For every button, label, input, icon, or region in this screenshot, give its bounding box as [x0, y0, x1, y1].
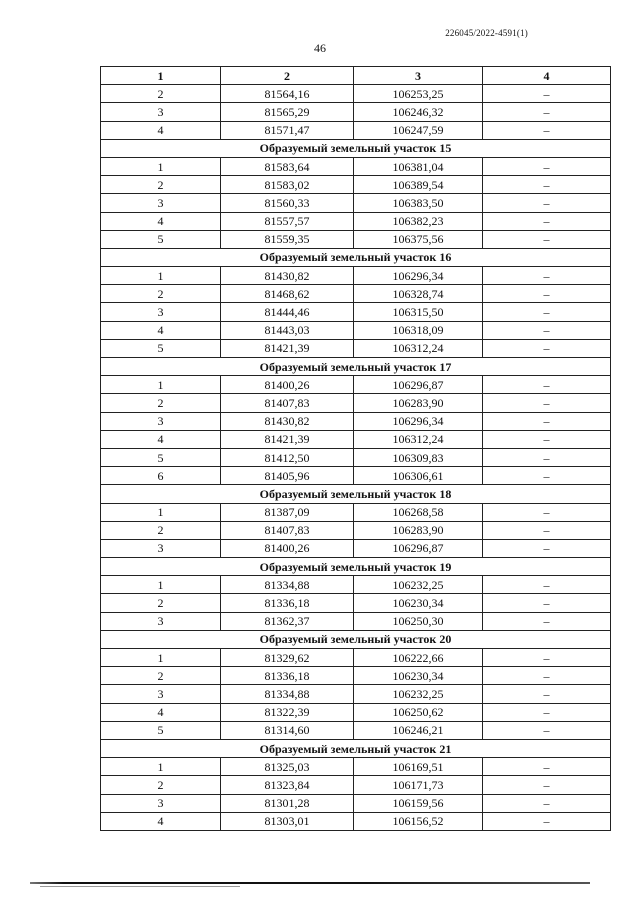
- section-title: Образуемый земельный участок 20: [101, 630, 611, 648]
- point-number-cell: 1: [101, 503, 221, 521]
- table-body: [101, 85, 611, 831]
- point-number-cell: 1: [101, 157, 221, 175]
- coordinates-table: [100, 66, 611, 831]
- table-row: [101, 394, 611, 412]
- x-coordinate-cell: 81334,88: [221, 685, 354, 703]
- page-number: 46: [314, 41, 326, 55]
- point-number-cell: 5: [101, 230, 221, 248]
- table-row: [101, 594, 611, 612]
- note-cell: –: [483, 576, 611, 594]
- table-row: [101, 576, 611, 594]
- x-coordinate-cell: 81565,29: [221, 103, 354, 121]
- x-coordinate-cell: 81583,64: [221, 157, 354, 175]
- x-coordinate-cell: 81303,01: [221, 812, 354, 830]
- y-coordinate-cell: 106171,73: [354, 776, 483, 794]
- x-coordinate-cell: 81583,02: [221, 176, 354, 194]
- table-row: [101, 776, 611, 794]
- section-title: Образуемый земельный участок 21: [101, 739, 611, 757]
- point-number-cell: 1: [101, 267, 221, 285]
- section-title: Образуемый земельный участок 16: [101, 248, 611, 266]
- y-coordinate-cell: 106381,04: [354, 157, 483, 175]
- point-number-cell: 2: [101, 394, 221, 412]
- y-coordinate-cell: 106246,32: [354, 103, 483, 121]
- y-coordinate-cell: 106159,56: [354, 794, 483, 812]
- x-coordinate-cell: 81405,96: [221, 467, 354, 485]
- point-number-cell: 3: [101, 612, 221, 630]
- section-row: [101, 358, 611, 376]
- y-coordinate-cell: 106306,61: [354, 467, 483, 485]
- table-row: [101, 812, 611, 830]
- point-number-cell: 2: [101, 667, 221, 685]
- section-title: Образуемый земельный участок 17: [101, 358, 611, 376]
- section-row: [101, 630, 611, 648]
- y-coordinate-cell: 106247,59: [354, 121, 483, 139]
- note-cell: –: [483, 194, 611, 212]
- table-row: [101, 194, 611, 212]
- note-cell: –: [483, 230, 611, 248]
- x-coordinate-cell: 81387,09: [221, 503, 354, 521]
- x-coordinate-cell: 81564,16: [221, 85, 354, 103]
- point-number-cell: 5: [101, 339, 221, 357]
- y-coordinate-cell: 106156,52: [354, 812, 483, 830]
- point-number-cell: 5: [101, 448, 221, 466]
- table-row: [101, 121, 611, 139]
- x-coordinate-cell: 81430,82: [221, 267, 354, 285]
- point-number-cell: 4: [101, 321, 221, 339]
- note-cell: –: [483, 594, 611, 612]
- y-coordinate-cell: 106309,83: [354, 448, 483, 466]
- x-coordinate-cell: 81412,50: [221, 448, 354, 466]
- y-coordinate-cell: 106375,56: [354, 230, 483, 248]
- table-row: [101, 157, 611, 175]
- y-coordinate-cell: 106389,54: [354, 176, 483, 194]
- section-row: [101, 248, 611, 266]
- point-number-cell: 3: [101, 103, 221, 121]
- note-cell: –: [483, 303, 611, 321]
- y-coordinate-cell: 106250,30: [354, 612, 483, 630]
- table-row: [101, 176, 611, 194]
- y-coordinate-cell: 106169,51: [354, 758, 483, 776]
- section-title: Образуемый земельный участок 19: [101, 558, 611, 576]
- y-coordinate-cell: 106382,23: [354, 212, 483, 230]
- note-cell: –: [483, 176, 611, 194]
- x-coordinate-cell: 81400,26: [221, 376, 354, 394]
- y-coordinate-cell: 106296,87: [354, 376, 483, 394]
- point-number-cell: 2: [101, 285, 221, 303]
- point-number-cell: 3: [101, 194, 221, 212]
- table-row: [101, 267, 611, 285]
- x-coordinate-cell: 81430,82: [221, 412, 354, 430]
- point-number-cell: 5: [101, 721, 221, 739]
- point-number-cell: 3: [101, 685, 221, 703]
- table-row: [101, 539, 611, 557]
- x-coordinate-cell: 81362,37: [221, 612, 354, 630]
- point-number-cell: 4: [101, 212, 221, 230]
- table-header-row: [101, 67, 611, 85]
- y-coordinate-cell: 106232,25: [354, 685, 483, 703]
- table-row: [101, 376, 611, 394]
- note-cell: –: [483, 685, 611, 703]
- point-number-cell: 2: [101, 594, 221, 612]
- table-row: [101, 721, 611, 739]
- note-cell: –: [483, 321, 611, 339]
- x-coordinate-cell: 81444,46: [221, 303, 354, 321]
- y-coordinate-cell: 106250,62: [354, 703, 483, 721]
- column-header: 4: [483, 67, 611, 85]
- point-number-cell: 3: [101, 303, 221, 321]
- point-number-cell: 4: [101, 121, 221, 139]
- x-coordinate-cell: 81400,26: [221, 539, 354, 557]
- note-cell: –: [483, 285, 611, 303]
- x-coordinate-cell: 81329,62: [221, 649, 354, 667]
- section-title: Образуемый земельный участок 18: [101, 485, 611, 503]
- table-row: [101, 430, 611, 448]
- table-row: [101, 758, 611, 776]
- point-number-cell: 4: [101, 812, 221, 830]
- table-row: [101, 212, 611, 230]
- table-row: [101, 303, 611, 321]
- note-cell: –: [483, 703, 611, 721]
- note-cell: –: [483, 121, 611, 139]
- note-cell: –: [483, 212, 611, 230]
- y-coordinate-cell: 106312,24: [354, 339, 483, 357]
- note-cell: –: [483, 339, 611, 357]
- table-row: [101, 467, 611, 485]
- x-coordinate-cell: 81559,35: [221, 230, 354, 248]
- column-header: 1: [101, 67, 221, 85]
- table-row: [101, 685, 611, 703]
- x-coordinate-cell: 81571,47: [221, 121, 354, 139]
- footer-rule-secondary: [40, 886, 240, 887]
- table-row: [101, 667, 611, 685]
- note-cell: –: [483, 394, 611, 412]
- table-row: [101, 521, 611, 539]
- table-row: [101, 649, 611, 667]
- note-cell: –: [483, 794, 611, 812]
- y-coordinate-cell: 106283,90: [354, 394, 483, 412]
- point-number-cell: 1: [101, 649, 221, 667]
- note-cell: –: [483, 649, 611, 667]
- point-number-cell: 4: [101, 703, 221, 721]
- y-coordinate-cell: 106283,90: [354, 521, 483, 539]
- y-coordinate-cell: 106232,25: [354, 576, 483, 594]
- section-row: [101, 139, 611, 157]
- point-number-cell: 1: [101, 576, 221, 594]
- table-row: [101, 503, 611, 521]
- column-header: 2: [221, 67, 354, 85]
- note-cell: –: [483, 758, 611, 776]
- note-cell: –: [483, 812, 611, 830]
- point-number-cell: 2: [101, 776, 221, 794]
- x-coordinate-cell: 81336,18: [221, 594, 354, 612]
- note-cell: –: [483, 503, 611, 521]
- x-coordinate-cell: 81407,83: [221, 394, 354, 412]
- table-row: [101, 794, 611, 812]
- point-number-cell: 3: [101, 412, 221, 430]
- y-coordinate-cell: 106296,34: [354, 267, 483, 285]
- note-cell: –: [483, 157, 611, 175]
- x-coordinate-cell: 81443,03: [221, 321, 354, 339]
- table-row: [101, 612, 611, 630]
- note-cell: –: [483, 430, 611, 448]
- point-number-cell: 1: [101, 376, 221, 394]
- y-coordinate-cell: 106222,66: [354, 649, 483, 667]
- y-coordinate-cell: 106230,34: [354, 667, 483, 685]
- note-cell: –: [483, 721, 611, 739]
- x-coordinate-cell: 81314,60: [221, 721, 354, 739]
- point-number-cell: 6: [101, 467, 221, 485]
- section-row: [101, 558, 611, 576]
- point-number-cell: 2: [101, 85, 221, 103]
- note-cell: –: [483, 612, 611, 630]
- y-coordinate-cell: 106296,87: [354, 539, 483, 557]
- y-coordinate-cell: 106296,34: [354, 412, 483, 430]
- note-cell: –: [483, 376, 611, 394]
- x-coordinate-cell: 81336,18: [221, 667, 354, 685]
- note-cell: –: [483, 521, 611, 539]
- point-number-cell: 2: [101, 176, 221, 194]
- y-coordinate-cell: 106328,74: [354, 285, 483, 303]
- x-coordinate-cell: 81421,39: [221, 430, 354, 448]
- table-row: [101, 339, 611, 357]
- note-cell: –: [483, 467, 611, 485]
- table-row: [101, 703, 611, 721]
- section-row: [101, 739, 611, 757]
- table-row: [101, 412, 611, 430]
- x-coordinate-cell: 81407,83: [221, 521, 354, 539]
- x-coordinate-cell: 81334,88: [221, 576, 354, 594]
- table-row: [101, 85, 611, 103]
- y-coordinate-cell: 106383,50: [354, 194, 483, 212]
- note-cell: –: [483, 667, 611, 685]
- point-number-cell: 3: [101, 794, 221, 812]
- document-id: 226045/2022-4591(1): [445, 28, 528, 38]
- note-cell: –: [483, 448, 611, 466]
- y-coordinate-cell: 106318,09: [354, 321, 483, 339]
- table-row: [101, 103, 611, 121]
- y-coordinate-cell: 106312,24: [354, 430, 483, 448]
- y-coordinate-cell: 106230,34: [354, 594, 483, 612]
- note-cell: –: [483, 85, 611, 103]
- y-coordinate-cell: 106268,58: [354, 503, 483, 521]
- table-row: [101, 448, 611, 466]
- y-coordinate-cell: 106315,50: [354, 303, 483, 321]
- section-row: [101, 485, 611, 503]
- y-coordinate-cell: 106253,25: [354, 85, 483, 103]
- note-cell: –: [483, 776, 611, 794]
- x-coordinate-cell: 81301,28: [221, 794, 354, 812]
- x-coordinate-cell: 81421,39: [221, 339, 354, 357]
- note-cell: –: [483, 103, 611, 121]
- x-coordinate-cell: 81560,33: [221, 194, 354, 212]
- table-row: [101, 285, 611, 303]
- x-coordinate-cell: 81468,62: [221, 285, 354, 303]
- table-row: [101, 230, 611, 248]
- footer-rule: [30, 882, 590, 884]
- point-number-cell: 2: [101, 521, 221, 539]
- x-coordinate-cell: 81323,84: [221, 776, 354, 794]
- note-cell: –: [483, 539, 611, 557]
- point-number-cell: 4: [101, 430, 221, 448]
- x-coordinate-cell: 81325,03: [221, 758, 354, 776]
- table-row: [101, 321, 611, 339]
- section-title: Образуемый земельный участок 15: [101, 139, 611, 157]
- y-coordinate-cell: 106246,21: [354, 721, 483, 739]
- point-number-cell: 3: [101, 539, 221, 557]
- note-cell: –: [483, 412, 611, 430]
- point-number-cell: 1: [101, 758, 221, 776]
- note-cell: –: [483, 267, 611, 285]
- column-header: 3: [354, 67, 483, 85]
- x-coordinate-cell: 81322,39: [221, 703, 354, 721]
- x-coordinate-cell: 81557,57: [221, 212, 354, 230]
